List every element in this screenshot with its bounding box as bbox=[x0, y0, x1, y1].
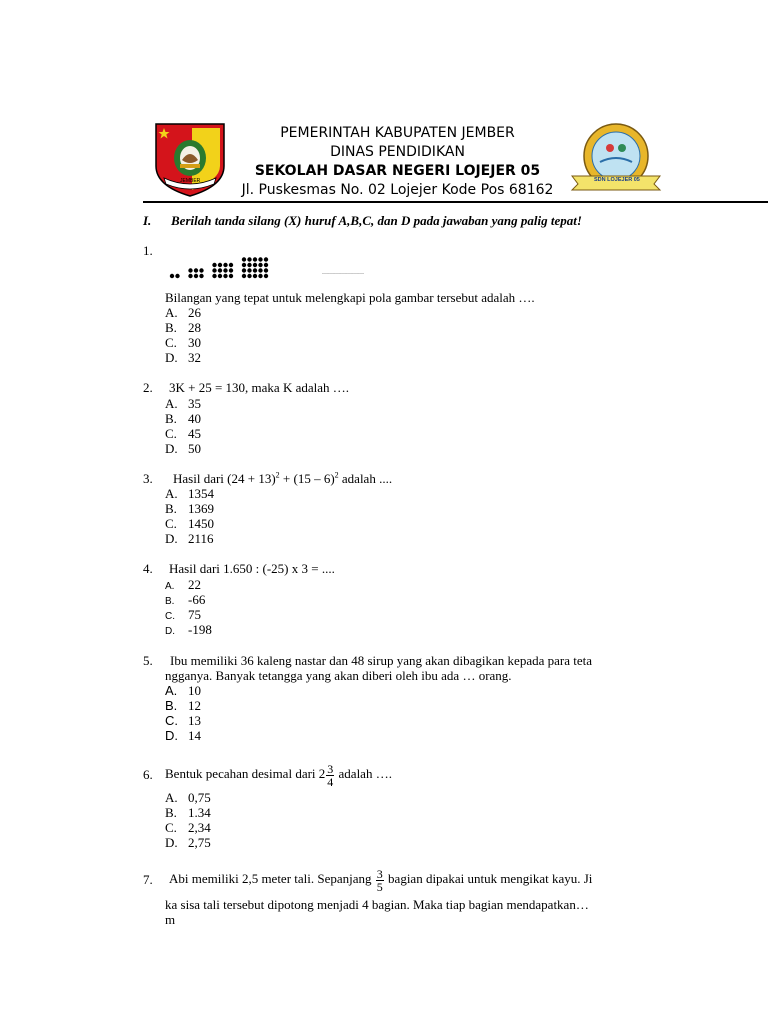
dot bbox=[242, 268, 246, 272]
q3-option-d[interactable]: D. 2116 bbox=[165, 531, 214, 546]
dot bbox=[253, 268, 257, 272]
q6-fraction: $\frac{3}{4}$ bbox=[327, 761, 334, 789]
dot bbox=[212, 268, 216, 272]
q5-option-c[interactable]: C. 13 bbox=[165, 713, 201, 728]
q6-option-a[interactable]: A. 0,75 bbox=[165, 790, 211, 805]
q1-option-b[interactable]: B. 28 bbox=[165, 320, 201, 335]
dot bbox=[247, 268, 251, 272]
dot bbox=[170, 274, 174, 278]
q1-option-a[interactable]: A. 26 bbox=[165, 305, 201, 320]
dot-group-2 bbox=[188, 268, 203, 278]
dot bbox=[223, 274, 227, 278]
q1-number: 1. bbox=[143, 243, 153, 258]
q1-dot-pattern bbox=[168, 246, 368, 282]
q7-number: 7. bbox=[143, 872, 153, 887]
q6-text: Bentuk pecahan desimal dari 2 $\frac{3}{4}$ adalah …. bbox=[165, 761, 392, 789]
q7-text-line3: m bbox=[165, 912, 176, 927]
dot bbox=[242, 263, 246, 267]
q3-option-b[interactable]: B. 1369 bbox=[165, 501, 214, 516]
dot bbox=[264, 274, 268, 278]
header-department: DINAS PENDIDIKAN bbox=[330, 144, 465, 160]
jember-emblem-logo bbox=[150, 120, 230, 198]
dot bbox=[264, 263, 268, 267]
q2-option-d[interactable]: D. 50 bbox=[165, 441, 201, 456]
q4-option-c[interactable]: C. 75 bbox=[165, 607, 201, 622]
dot bbox=[194, 274, 198, 278]
dot bbox=[264, 268, 268, 272]
q6-number: 6. bbox=[143, 767, 153, 782]
q5-text-line1: Ibu memiliki 36 kaleng nastar dan 48 sirup yang akan dibagikan kepada para teta bbox=[170, 653, 592, 668]
dot bbox=[247, 257, 251, 261]
dot bbox=[188, 268, 192, 272]
q3-option-a[interactable]: A. 1354 bbox=[165, 486, 214, 501]
dot bbox=[175, 274, 179, 278]
q7-text-line2: ka sisa tali tersebut dipotong menjadi 4 bagian. Maka tiap bagian mendapatkan… bbox=[165, 897, 589, 912]
header-divider bbox=[143, 201, 768, 203]
q1-option-d[interactable]: D. 32 bbox=[165, 350, 201, 365]
dot bbox=[264, 257, 268, 261]
q5-option-a[interactable]: A. 10 bbox=[165, 683, 201, 698]
q2-option-b[interactable]: B. 40 bbox=[165, 411, 201, 426]
q2-option-c[interactable]: C. 45 bbox=[165, 426, 201, 441]
q6-option-d[interactable]: D. 2,75 bbox=[165, 835, 211, 850]
dot bbox=[199, 274, 203, 278]
q2-option-a[interactable]: A. 35 bbox=[165, 396, 201, 411]
section-instruction: I. Berilah tanda silang (X) huruf A,B,C, dan D pada jawaban yang palig tepat! bbox=[143, 213, 582, 228]
q2-number: 2. bbox=[143, 380, 153, 395]
q3-option-c[interactable]: C. 1450 bbox=[165, 516, 214, 531]
dot bbox=[199, 268, 203, 272]
dot bbox=[247, 263, 251, 267]
q1-blank: ………………… bbox=[322, 270, 364, 276]
dot-group-3 bbox=[212, 263, 233, 278]
dot bbox=[258, 257, 262, 261]
q4-option-d[interactable]: D. -198 bbox=[165, 622, 212, 637]
dot bbox=[218, 274, 222, 278]
dot bbox=[258, 268, 262, 272]
school-emblem-banner: SDN LOJEJER 05 bbox=[594, 177, 640, 183]
q7-text-line1: Abi memiliki 2,5 meter tali. Sepanjang $\frac{3}{5}$ bagian dipakai untuk mengikat kayu. Ji bbox=[169, 866, 593, 894]
header-address: Jl. Puskesmas No. 02 Lojejer Kode Pos 68162 bbox=[241, 182, 554, 198]
dot bbox=[223, 263, 227, 267]
dot bbox=[212, 263, 216, 267]
q2-text: 3K + 25 = 130, maka K adalah …. bbox=[169, 380, 350, 395]
q6-option-b[interactable]: B. 1.34 bbox=[165, 805, 211, 820]
dot bbox=[229, 268, 233, 272]
dot-group-1 bbox=[170, 274, 180, 278]
dot bbox=[218, 268, 222, 272]
dot bbox=[258, 274, 262, 278]
dot bbox=[212, 274, 216, 278]
q7-fraction: $\frac{3}{5}$ bbox=[376, 866, 383, 894]
header-government: PEMERINTAH KABUPATEN JEMBER bbox=[280, 125, 515, 141]
q5-option-d[interactable]: D. 14 bbox=[165, 728, 201, 743]
q5-number: 5. bbox=[143, 653, 153, 668]
dot bbox=[253, 257, 257, 261]
q3-text: Hasil dari $(24 + 13)^2 + (15 - 6)^2$ adalah .... bbox=[173, 470, 393, 486]
dot-group-4 bbox=[242, 257, 268, 278]
q5-text-line2: ngganya. Banyak tetangga yang akan diberi oleh ibu ada … orang. bbox=[165, 668, 512, 683]
letterhead bbox=[220, 124, 575, 200]
dot bbox=[194, 268, 198, 272]
q4-option-b[interactable]: B. -66 bbox=[165, 592, 206, 607]
dot bbox=[253, 274, 257, 278]
dot bbox=[258, 263, 262, 267]
dot bbox=[242, 274, 246, 278]
dot bbox=[253, 263, 257, 267]
dot bbox=[242, 257, 246, 261]
header-school-name: SEKOLAH DASAR NEGERI LOJEJER 05 bbox=[254, 163, 541, 179]
dot bbox=[188, 274, 192, 278]
q5-option-b[interactable]: B. 12 bbox=[165, 698, 201, 713]
q4-option-a[interactable]: A. 22 bbox=[165, 577, 201, 592]
jember-banner-text: JEMBER bbox=[180, 178, 201, 184]
q1-text: Bilangan yang tepat untuk melengkapi pola gambar tersebut adalah …. bbox=[165, 290, 535, 305]
dot bbox=[229, 274, 233, 278]
dot bbox=[229, 263, 233, 267]
dot bbox=[247, 274, 251, 278]
dot bbox=[223, 268, 227, 272]
q1-option-c[interactable]: C. 30 bbox=[165, 335, 201, 350]
q6-option-c[interactable]: C. 2,34 bbox=[165, 820, 211, 835]
q4-number: 4. bbox=[143, 561, 153, 576]
dot bbox=[218, 263, 222, 267]
q4-text: Hasil dari 1.650 : (-25) x 3 = .... bbox=[169, 561, 335, 576]
q3-number: 3. bbox=[143, 471, 153, 486]
school-emblem-logo bbox=[570, 120, 662, 196]
